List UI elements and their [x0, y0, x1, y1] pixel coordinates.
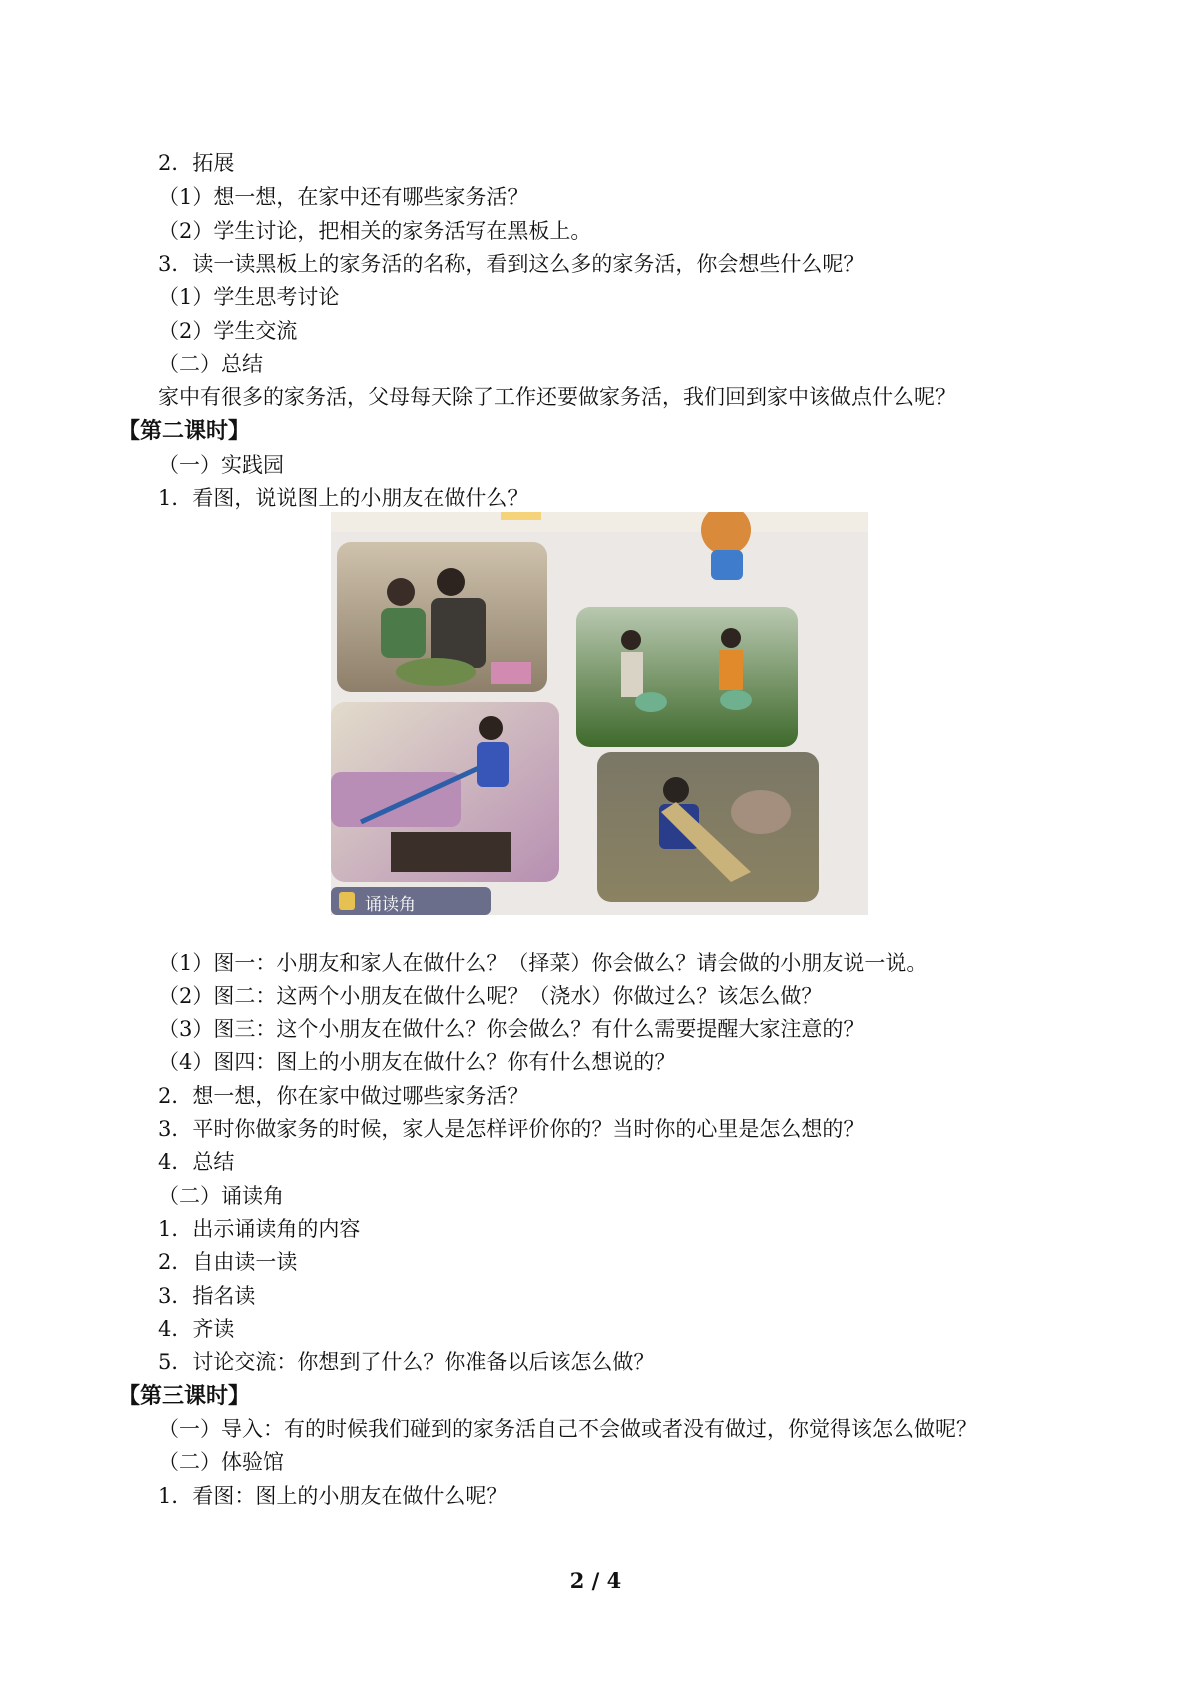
reading-title: （二）诵读角 [158, 1184, 284, 1208]
practice-item-4: 4．总结 [158, 1150, 235, 1174]
item-3: 3．读一读黑板上的家务活的名称，看到这么多的家务活，你会想些什么呢？ [158, 252, 865, 276]
experience-title: （二）体验馆 [158, 1450, 284, 1474]
question-4: （4）图四：图上的小朋友在做什么？你有什么想说的？ [158, 1050, 676, 1074]
lesson-3-intro: （一）导入：有的时候我们碰到的家务活自己不会做或者没有做过，你觉得该怎么做呢？ [158, 1417, 977, 1441]
practice-item-1: 1．看图，说说图上的小朋友在做什么？ [158, 486, 529, 510]
practice-item-2: 2．想一想，你在家中做过哪些家务活？ [158, 1084, 529, 1108]
question-1: （1）图一：小朋友和家人在做什么？（择菜）你会做么？请会做的小朋友说一说。 [158, 951, 928, 975]
reading-item-1: 1．出示诵读角的内容 [158, 1217, 361, 1241]
reading-item-4: 4．齐读 [158, 1317, 235, 1341]
page-number: 2 / 4 [569, 1568, 622, 1593]
expand-question-2: （2）学生讨论，把相关的家务活写在黑板上。 [158, 219, 592, 243]
experience-item-1: 1．看图：图上的小朋友在做什么呢？ [158, 1484, 508, 1508]
item-3-b: （2）学生交流 [158, 319, 298, 343]
summary-text: 家中有很多的家务活，父母每天除了工作还要做家务活，我们回到家中该做点什么呢？ [158, 385, 956, 409]
expand-title: 2．拓展 [158, 151, 235, 175]
reading-item-5: 5．讨论交流：你想到了什么？你准备以后该怎么做？ [158, 1350, 655, 1374]
reading-item-2: 2．自由读一读 [158, 1250, 298, 1274]
reading-item-3: 3．指名读 [158, 1284, 256, 1308]
lesson-3-heading: 【第三课时】 [118, 1383, 251, 1409]
photo-collage-icon [331, 512, 868, 915]
question-3: （3）图三：这个小朋友在做什么？你会做么？有什么需要提醒大家注意的？ [158, 1017, 865, 1041]
photo-corner-label: 诵读角 [365, 895, 416, 915]
summary-title: （二）总结 [158, 352, 263, 376]
question-2: （2）图二：这两个小朋友在做什么呢？（浇水）你做过么？该怎么做？ [158, 984, 823, 1008]
item-3-a: （1）学生思考讨论 [158, 285, 340, 309]
expand-question-1: （1）想一想，在家中还有哪些家务活？ [158, 185, 529, 209]
textbook-photo [331, 512, 868, 915]
practice-item-3: 3．平时你做家务的时候，家人是怎样评价你的？当时你的心里是怎么想的？ [158, 1117, 865, 1141]
practice-title: （一）实践园 [158, 453, 284, 477]
lesson-2-heading: 【第二课时】 [118, 418, 251, 444]
